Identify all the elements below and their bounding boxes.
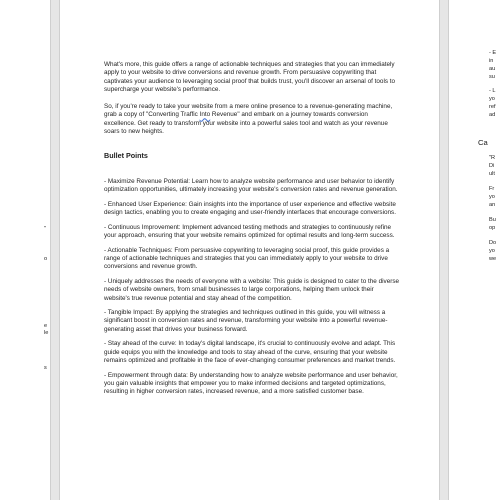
left-text-fragment: le	[44, 330, 49, 336]
left-text-fragment: "	[44, 226, 46, 232]
cta-text-start: So, if you're ready to take your website from a mere online presence to a revenue-generating machine, grab a copy of "Converting Traffic	[104, 103, 393, 119]
right-text-fragment: ref	[489, 104, 496, 110]
section-heading: Bullet Points	[104, 151, 148, 161]
bullet-item: - Stay ahead of the curve: In today's digital landscape, it's crucial to continuously evolve and adapt. This guide equips you with the knowledge and tools to stay ahead of the curve, ensuring that your website remains optimized and profitable in the face of ever-changing consumer preferences and market trends.	[104, 340, 396, 365]
right-text-fragment: Di	[489, 163, 495, 169]
right-text-fragment: we	[489, 256, 497, 262]
right-text-fragment: - L	[489, 88, 496, 94]
right-heading-fragment: Ca	[478, 138, 488, 147]
previous-page	[0, 0, 50, 500]
bullet-item: - Enhanced User Experience: Gain insights into the importance of user experience and effective website design tactics, enabling you to create engaging and user-friendly interfaces that encourage conversions.	[104, 200, 396, 216]
right-text-fragment: yo	[489, 96, 495, 102]
cta-text-end: Revenue" and embark on a journey towards conversion excellence. Get ready to transform your website into a powerful sales tool and watch as your revenue soars to new heights.	[104, 111, 388, 136]
spelling-flag-word[interactable]: Into	[199, 111, 211, 119]
bullet-item: - Empowerment through data: By understanding how to analyze website performance and user behavior, you gain valuable insights that empower you to make informed decisions and targeted optimizations, resulting in higher conversion rates, increased revenue, and a more satisfied customer base.	[104, 371, 398, 396]
left-text-fragment: s	[44, 365, 47, 371]
page-body	[104, 61, 400, 403]
left-text-fragment: o	[44, 256, 48, 262]
right-text-fragment: Do	[489, 240, 497, 246]
right-text-fragment: op	[489, 225, 496, 231]
left-text-fragment: e	[44, 323, 48, 329]
bullet-item: - Actionable Techniques: From persuasive copywriting to leveraging social proof, this guide provides a range of actionable techniques and strategies that you can immediately apply to your website to drive conversions and revenue growth.	[104, 246, 390, 271]
next-page	[449, 0, 500, 500]
bullet-item: - Continuous Improvement: Implement advanced testing methods and strategies to continuously refine your approach, ensuring that your website remains optimized for optimal results and long-term success.	[104, 223, 395, 239]
bullet-item: - Uniquely addresses the needs of everyone with a website: This guide is designed to cater to the diverse needs of website owners, from small businesses to large corporations, helping them unlock their website's true revenue potential and stay ahead of the competition.	[104, 277, 400, 302]
right-text-fragment: an	[489, 202, 496, 208]
document-page	[60, 0, 439, 500]
bullet-item: - Tangible Impact: By applying the strategies and techniques outlined in this guide, you will witness a significant boost in conversion rates and revenue, transforming your website into a powerful revenue-generating asset that drives your business forward.	[104, 309, 388, 333]
right-text-fragment: Fr	[489, 186, 495, 192]
right-text-fragment: yo	[489, 194, 495, 200]
right-text-fragment: in	[489, 58, 494, 64]
right-text-fragment: su	[489, 74, 495, 80]
right-text-fragment: Bu	[489, 217, 496, 223]
right-text-fragment: "R	[489, 155, 496, 161]
right-text-fragment: ad	[489, 112, 496, 118]
cta-paragraph	[104, 103, 400, 136]
intro-paragraph: What's more, this guide offers a range of actionable techniques and strategies that you can immediately apply to your website to drive conversions and revenue growth. From persuasive copywriting that captivates your audience to leveraging social proof that builds trust, you'll discover an arsenal of tools to supercharge your website's performance.	[104, 61, 396, 93]
right-text-fragment: - E	[489, 50, 497, 56]
right-text-fragment: yo	[489, 248, 495, 254]
bullet-item: - Maximize Revenue Potential: Learn how to analyze website performance and user behavior to identify optimization opportunities, ultimately increasing your website's conversion rates and revenue generation.	[104, 177, 398, 193]
right-text-fragment: ult	[489, 171, 495, 177]
right-text-fragment: au	[489, 66, 496, 72]
